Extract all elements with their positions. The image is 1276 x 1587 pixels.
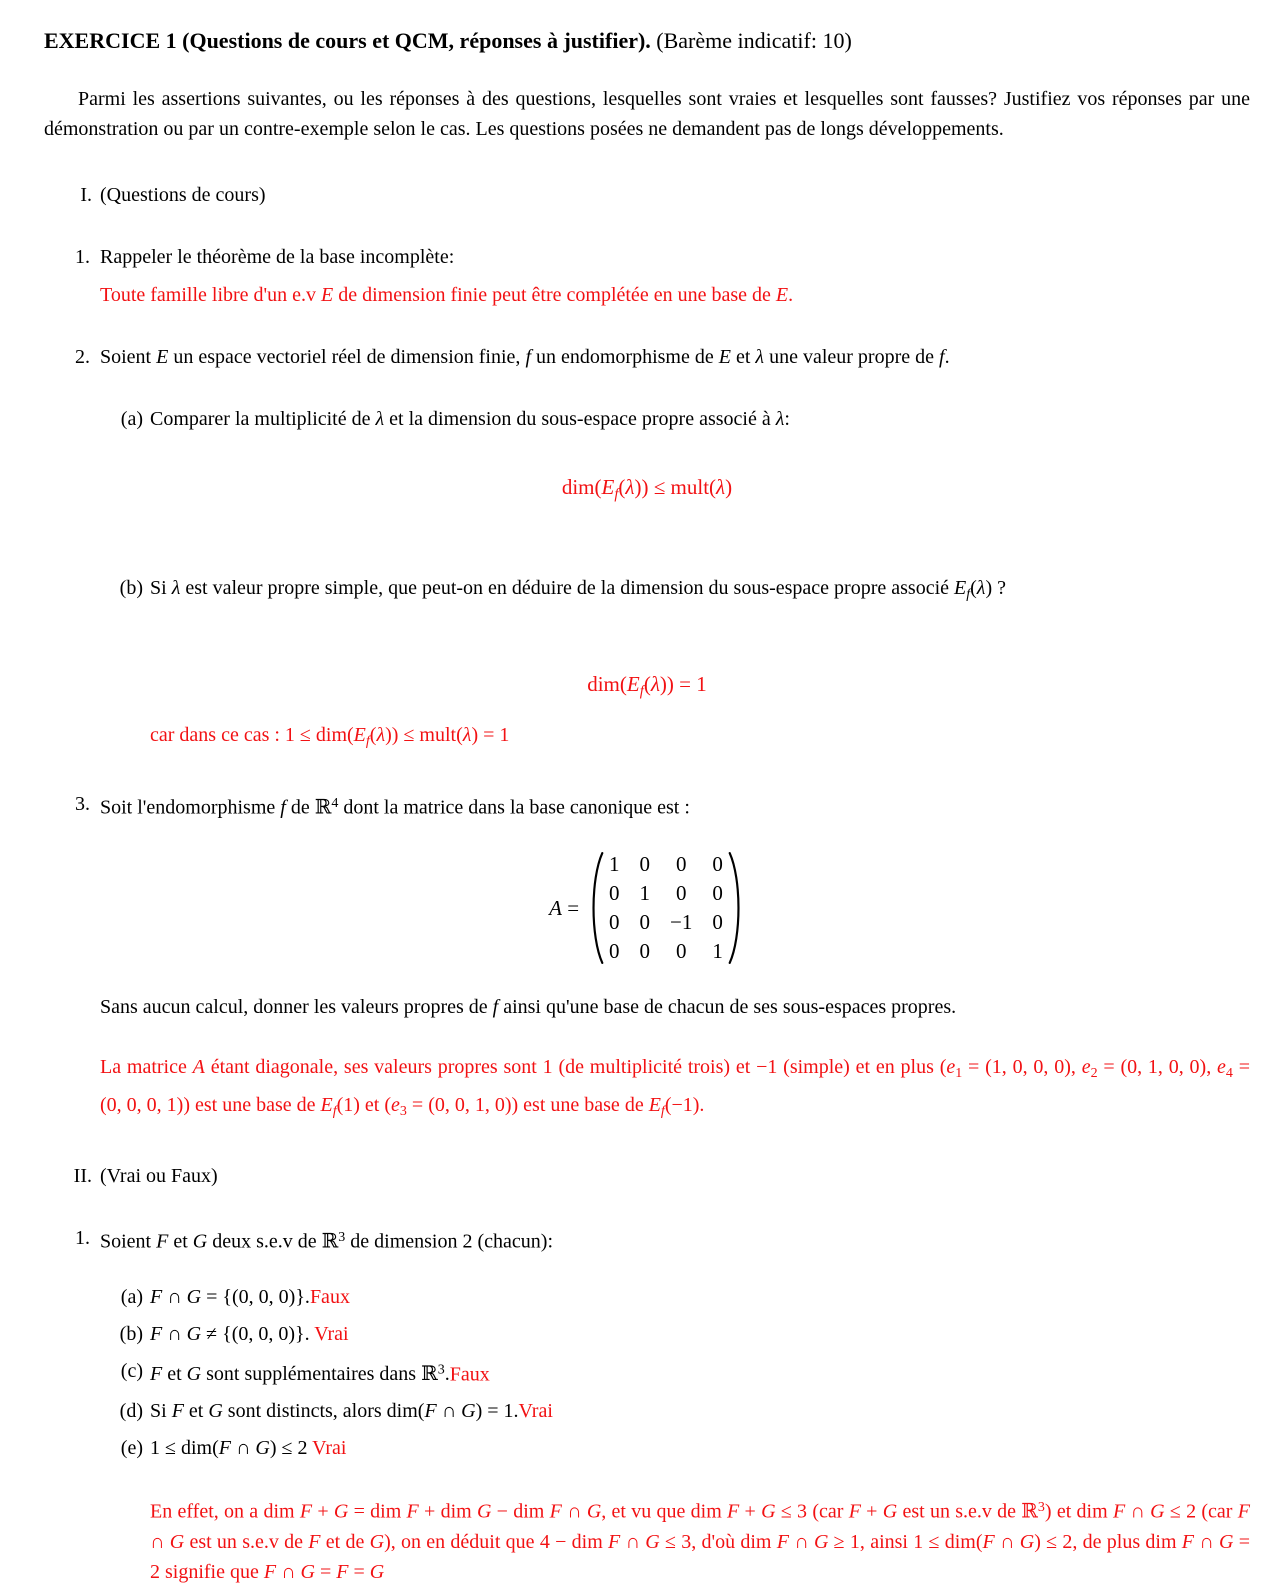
item-2	[44, 342, 1250, 372]
formula-dim-leq-mult: $dim(E_f(\lambda))$ ≤ mult(λ)	[561, 475, 733, 503]
tf-explanation: En effet, on a dim F + G = dim F + dim G − dim F ∩ G, et vu que dim F + G ≤ 3 (car F + G est un s.e.v de ℝ$^3$) et dim F ∩ G ≤ 2 (car F ∩ G est un s.e.v de F et de G), on en déduit que 4 − dim F ∩ G ≤ 3, d'où dim F ∩ G ≥ 1, ainsi 1 ≤ dim(F ∩ G) ≤ 2, de plus dim F ∩ G = 2 signifie que F ∩ G = F = G	[150, 1498, 1250, 1583]
matrix-equation	[44, 844, 1250, 972]
item-2a	[106, 404, 1250, 434]
matrix-cell: 0	[609, 939, 620, 964]
matrix-cell: 0	[639, 910, 651, 935]
item-2b-justification: car dans ce cas : $1 \le dim(E_f(\lambda))$ ≤ mult(λ) = 1	[150, 724, 510, 750]
matrix-cell: 0	[712, 881, 723, 906]
item-2b	[106, 573, 1250, 610]
exercise-title	[44, 26, 1250, 56]
intro-paragraph: Parmi les assertions suivantes, ou les réponses à des questions, lesquelles sont vraies et lesquelles sont fausses? Justifiez vos réponses par une démonstration ou par un contre-exemple selon le cas. Les questions posées ne demandent pas de longs développements.	[44, 88, 1250, 140]
tf-item-c-verdict: Faux	[449, 1363, 490, 1386]
item-ii-1-question: Soient F et G deux s.e.v de ℝ$^3$ de dimension 2 (chacun):	[100, 1228, 553, 1253]
matrix-cell: 0	[712, 910, 723, 935]
item-3	[44, 789, 1250, 822]
tf-item-b-verdict: Vrai	[314, 1323, 349, 1346]
tf-item-e-statement: 1 ≤ dim(F ∩ G) ≤ 2	[150, 1437, 313, 1460]
tf-item-d-label: (d)	[119, 1400, 143, 1423]
matrix-cell: 0	[675, 852, 687, 877]
tf-item-c-label: (c)	[120, 1360, 143, 1383]
section-ii-heading	[44, 1161, 1250, 1191]
exercise-title-bareme: (Barème indicatif: 10)	[650, 28, 852, 53]
exercise-title-bold: EXERCICE 1 (Questions de cours et QCM, réponses à justifier).	[44, 28, 651, 53]
tf-item-d	[106, 1396, 1250, 1426]
tf-item-d-statement: Si F et G sont distincts, alors dim(F ∩ G) = 1.	[150, 1400, 519, 1423]
matrix-lhs: A =	[549, 896, 580, 921]
matrix-cell: −1	[670, 910, 693, 935]
matrix-cell: 0	[712, 852, 723, 877]
matrix-cell: 0	[609, 910, 620, 935]
item-ii-1-number: 1.	[75, 1226, 90, 1249]
tf-item-a-statement: F ∩ G = {(0, 0, 0)}.	[150, 1286, 310, 1309]
section-ii-title: (Vrai ou Faux)	[100, 1164, 218, 1187]
tf-item-b	[106, 1319, 1250, 1349]
section-i-label: I.	[80, 184, 92, 206]
left-paren-icon	[587, 844, 605, 972]
item-ii-1	[44, 1223, 1250, 1256]
tf-item-c-statement: F et G sont supplémentaires dans ℝ$^3$.	[150, 1361, 450, 1386]
tf-item-a	[106, 1282, 1250, 1312]
tf-item-e-label: (e)	[120, 1437, 143, 1460]
item-1-question: Rappeler le théorème de la base incomplète:	[100, 246, 455, 268]
matrix-cell: 0	[675, 939, 687, 964]
tf-item-b-statement: F ∩ G ≠ {(0, 0, 0)}.	[150, 1323, 315, 1346]
matrix-cell: 0	[639, 939, 651, 964]
item-2a-question: Comparer la multiplicité de λ et la dimension du sous-espace propre associé à λ:	[150, 408, 790, 430]
item-3-number: 3.	[75, 793, 90, 816]
item-3-answer: La matrice A étant diagonale, ses valeurs propres sont 1 (de multiplicité trois) et −1 (simple) et en plus ($e_1 = (1$, 0, 0, 0), $e_2 = (0$, 1, 0, 0), $e_4 = (0$, 0, 0, 1)) est une base de $E_f(1)$ et ($e_3 = (0$, 0, 1, 0)) est une base de $E_f(-1)$.	[100, 1056, 1250, 1119]
matrix-cell: 1	[639, 881, 651, 906]
item-1-number: 1.	[75, 246, 90, 268]
item-2-number: 2.	[75, 346, 90, 368]
item-2b-label: (b)	[119, 577, 143, 600]
item-2b-question: Si λ est valeur propre simple, que peut-on en déduire de la dimension du sous-espace propre associé $E_f(\lambda)$ ?	[150, 577, 1007, 603]
matrix-cell: 0	[609, 881, 620, 906]
item-3-question: Soit l'endomorphisme f de ℝ$^4$ dont la matrice dans la base canonique est :	[100, 794, 690, 819]
section-ii-label: II.	[73, 1164, 92, 1187]
item-3-instruction: Sans aucun calcul, donner les valeurs propres de f ainsi qu'une base de chacun de ses sous-espaces propres.	[100, 996, 957, 1019]
matrix-cell: 0	[639, 852, 651, 877]
section-i-title: (Questions de cours)	[100, 184, 266, 206]
true-false-list	[44, 1282, 1250, 1463]
matrix-grid	[609, 850, 723, 966]
matrix-cell: 1	[609, 852, 620, 877]
right-paren-icon	[727, 844, 745, 972]
item-2-question: Soient E un espace vectoriel réel de dimension finie, f un endomorphisme de E et λ une valeur propre de f.	[100, 346, 950, 368]
tf-item-e	[106, 1433, 1250, 1463]
formula-dim-equals-1: $dim(E_f(\lambda)) = 1$	[587, 671, 707, 699]
tf-item-b-label: (b)	[119, 1323, 143, 1346]
item-2a-label: (a)	[120, 408, 143, 430]
section-i-heading	[44, 180, 1250, 210]
matrix-cell: 0	[675, 881, 687, 906]
tf-item-a-verdict: Faux	[309, 1286, 350, 1309]
tf-item-c	[106, 1356, 1250, 1389]
item-1-answer: Toute famille libre d'un e.v E de dimension finie peut être complétée en une base de E.	[100, 284, 794, 306]
tf-item-a-label: (a)	[120, 1286, 143, 1309]
tf-item-d-verdict: Vrai	[518, 1400, 553, 1423]
matrix-cell: 1	[712, 939, 723, 964]
tf-item-e-verdict: Vrai	[312, 1437, 347, 1460]
item-1	[44, 242, 1250, 272]
